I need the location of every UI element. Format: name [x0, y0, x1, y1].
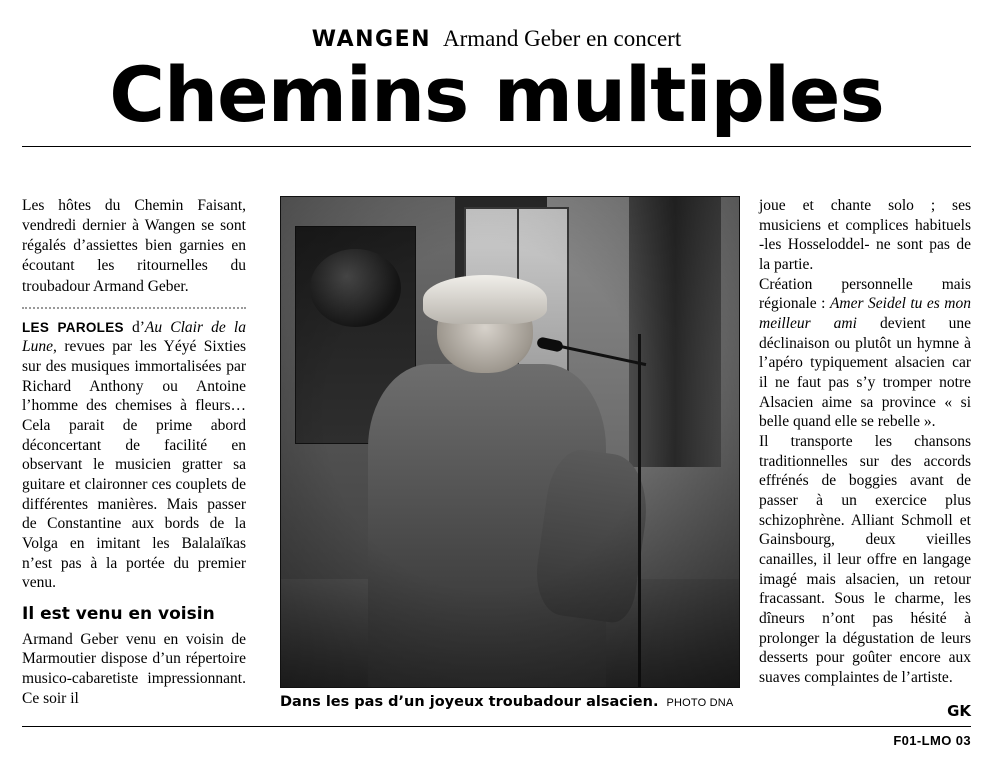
kicker: [0, 26, 993, 52]
left-body-intro: [22, 318, 246, 593]
left-body-1: , revues par les Yéyé Sixties sur des musiques immortalisées par Richard Anthony ou Antoine l’homme des chemises à fleurs… Cela parait de prime abord déconcertant de facilité en observant le musicien gratter sa guitare et claironner ces couplets de différentes manières. Mais passer de Constantine aux bords de la Volga en imitant les Balalaïkas n’est pas à la portée du premier venu.: [22, 338, 246, 592]
left-body-2: Armand Geber venu en voisin de Marmoutier dispose d’un répertoire musico-cabaretiste impressionnant. Ce soir il: [22, 630, 246, 707]
divider-dotted: [22, 307, 246, 309]
footer-code: F01-LMO 03: [893, 733, 971, 748]
article-columns: [22, 196, 971, 710]
right-body-1: joue et chante solo ; ses musiciens et complices habituels -les Hosseloddel- ne sont pas de la partie.: [759, 197, 971, 274]
newspaper-page: [0, 26, 993, 768]
photo-caption: Dans les pas d’un joyeux troubadour alsacien.: [280, 694, 659, 710]
right-body-2: [759, 275, 971, 432]
page-title: Chemins multiples: [109, 50, 884, 139]
kicker-place: WANGEN: [311, 27, 432, 52]
column-right: [759, 196, 971, 688]
right-body-2-post: devient une déclinaison ou plutôt un hymne à l’apéro typiquement alsacien car il ne faut pas s’y tromper notre Alsacien aime sa province « si belle quand elle se rebelle ».: [759, 315, 971, 431]
lead-paragraph: Les hôtes du Chemin Faisant, vendredi dernier à Wangen se sont régalés d’assiettes bien garnies en écoutant les ritournelles du troubadour Armand Geber.: [22, 197, 246, 295]
footer-rule: [22, 726, 971, 727]
photo-block: [280, 196, 740, 710]
right-body-2-italic: Amer Seidel tu es mon meilleur ami: [759, 295, 971, 333]
right-body-3: Il transporte les chansons traditionnelles sur des accords effrénés de boggies avant de passer à un exercice plus schizophrène. Alliant Schmoll et Gainsbourg, deux vieilles canailles, il leur offre en langage imagé mais alsacien, un retour fracassant. Sous le charme, les dîneurs n’ont pas hésité à prolonger la dégustation de leurs desserts pour goûter encore aux suaves complaintes de l’artiste.: [759, 433, 971, 687]
photo-vignette: [281, 197, 739, 687]
intro-rest: d’: [123, 318, 145, 336]
byline: GK: [947, 702, 971, 720]
kicker-title: Armand Geber en concert: [443, 26, 682, 51]
photo-credit: PHOTO DNA: [666, 697, 734, 709]
caption-row: [280, 694, 740, 710]
headline-rule: [22, 146, 971, 147]
article-photo: [280, 196, 740, 688]
intro-italic-title: Au Clair de la Lune: [22, 318, 246, 356]
right-body-2-pre: Création personnelle mais régionale :: [759, 275, 971, 313]
column-left: [22, 196, 246, 708]
intro-smallcaps: LES PAROLES: [22, 319, 124, 335]
left-subhead: Il est venu en voisin: [22, 604, 215, 625]
